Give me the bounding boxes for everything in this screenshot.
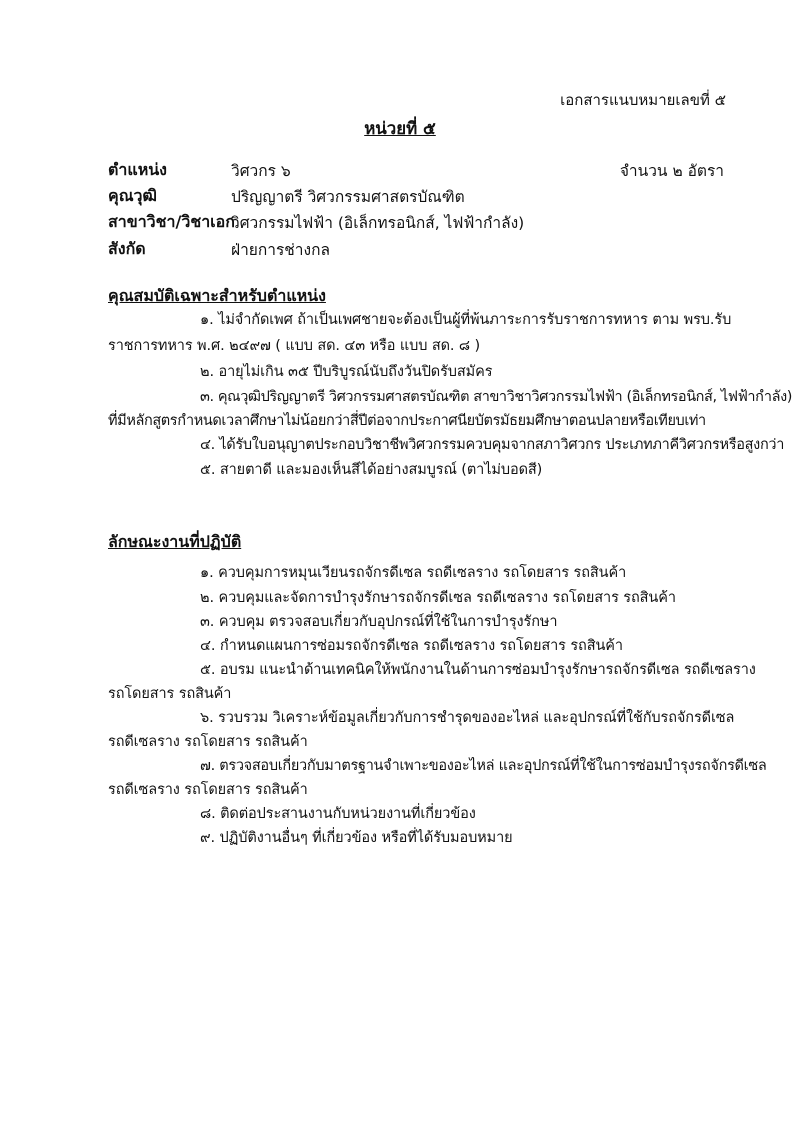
position-value: วิศวกร ๖ bbox=[231, 162, 291, 180]
attachment-reference: เอกสารแนบหมายเลขที่ ๕ bbox=[560, 91, 726, 109]
qualification-label: คุณวุฒิ bbox=[108, 186, 157, 205]
qualification-item-1-cont: ราชการทหาร พ.ศ. ๒๔๙๗ ( แบบ สด. ๔๓ หรือ แบบ สด. ๘ ) bbox=[108, 338, 481, 354]
duty-item-9: ๙. ปฏิบัติงานอื่นๆ ที่เกี่ยวข้อง หรือที่ได้รับมอบหมาย bbox=[200, 830, 513, 846]
duty-item-6-cont: รถดีเซลราง รถโดยสาร รถสินค้า bbox=[108, 734, 308, 750]
affiliation-value: ฝ่ายการช่างกล bbox=[231, 241, 330, 259]
duties-title: ลักษณะงานที่ปฏิบัติ bbox=[108, 532, 242, 551]
duty-item-5-cont: รถโดยสาร รถสินค้า bbox=[108, 686, 232, 702]
duty-item-7-cont: รถดีเซลราง รถโดยสาร รถสินค้า bbox=[108, 782, 308, 798]
position-label: ตำแหน่ง bbox=[108, 160, 167, 179]
qualification-item-2: ๒. อายุไม่เกิน ๓๕ ปีบริบูรณ์นับถึงวันปิดรับสมัคร bbox=[200, 364, 493, 380]
major-label: สาขาวิชา/วิชาเอก bbox=[108, 212, 235, 231]
qualification-value: ปริญญาตรี วิศวกรรมศาสตรบัณฑิต bbox=[231, 188, 465, 206]
duty-item-2: ๒. ควบคุมและจัดการบำรุงรักษารถจักรดีเซล รถดีเซลราง รถโดยสาร รถสินค้า bbox=[200, 590, 676, 606]
affiliation-label: สังกัด bbox=[108, 239, 146, 258]
duty-item-3: ๓. ควบคุม ตรวจสอบเกี่ยวกับอุปกรณ์ที่ใช้ในการบำรุงรักษา bbox=[200, 614, 558, 630]
position-count: จำนวน ๒ อัตรา bbox=[619, 162, 724, 180]
duty-item-8: ๘. ติดต่อประสานงานกับหน่วยงานที่เกี่ยวข้อง bbox=[200, 806, 476, 822]
duty-item-7: ๗. ตรวจสอบเกี่ยวกับมาตรฐานจำเพาะของอะไหล่ และอุปกรณ์ที่ใช้ในการซ่อมบำรุงรถจักรดีเซล bbox=[200, 758, 767, 774]
qualification-item-3-cont: ที่มีหลักสูตรกำหนดเวลาศึกษาไม่น้อยกว่าสี่ปีต่อจากประกาศนียบัตรมัธยมศึกษาตอนปลายหรือเทียบเท่า bbox=[108, 413, 706, 429]
qualification-item-5: ๕. สายตาดี และมองเห็นสีได้อย่างสมบูรณ์ (ตาไม่บอดสี) bbox=[200, 462, 543, 478]
duty-item-6: ๖. รวบรวม วิเคราะห์ข้อมูลเกี่ยวกับการชำรุดของอะไหล่ และอุปกรณ์ที่ใช้กับรถจักรดีเซล bbox=[200, 710, 735, 726]
duty-item-4: ๔. กำหนดแผนการซ่อมรถจักรดีเซล รถดีเซลราง รถโดยสาร รถสินค้า bbox=[200, 638, 623, 654]
unit-title: หน่วยที่ ๕ bbox=[364, 118, 436, 138]
qualifications-title: คุณสมบัติเฉพาะสำหรับตำแหน่ง bbox=[108, 286, 326, 305]
qualification-item-4: ๔. ได้รับใบอนุญาตประกอบวิชาชีพวิศวกรรมควบคุมจากสภาวิศวกร ประเภทภาคีวิศวกรหรือสูงกว่า bbox=[200, 437, 785, 453]
qualification-item-3: ๓. คุณวุฒิปริญญาตรี วิศวกรรมศาสตรบัณฑิต สาขาวิชาวิศวกรรมไฟฟ้า (อิเล็กทรอนิกส์, ไฟฟ้ากำลัง) bbox=[200, 389, 793, 405]
duty-item-5: ๕. อบรม แนะนำด้านเทคนิคให้พนักงานในด้านการซ่อมบำรุงรักษารถจักรดีเซล รถดีเซลราง bbox=[200, 662, 756, 678]
qualification-item-1: ๑. ไม่จำกัดเพศ ถ้าเป็นเพศชายจะต้องเป็นผู้ที่พ้นภาระการรับราชการทหาร ตาม พรบ.รับ bbox=[200, 312, 732, 328]
major-value: วิศวกรรมไฟฟ้า (อิเล็กทรอนิกส์, ไฟฟ้ากำลัง) bbox=[231, 214, 525, 232]
duty-item-1: ๑. ควบคุมการหมุนเวียนรถจักรดีเซล รถดีเซลราง รถโดยสาร รถสินค้า bbox=[200, 565, 627, 581]
